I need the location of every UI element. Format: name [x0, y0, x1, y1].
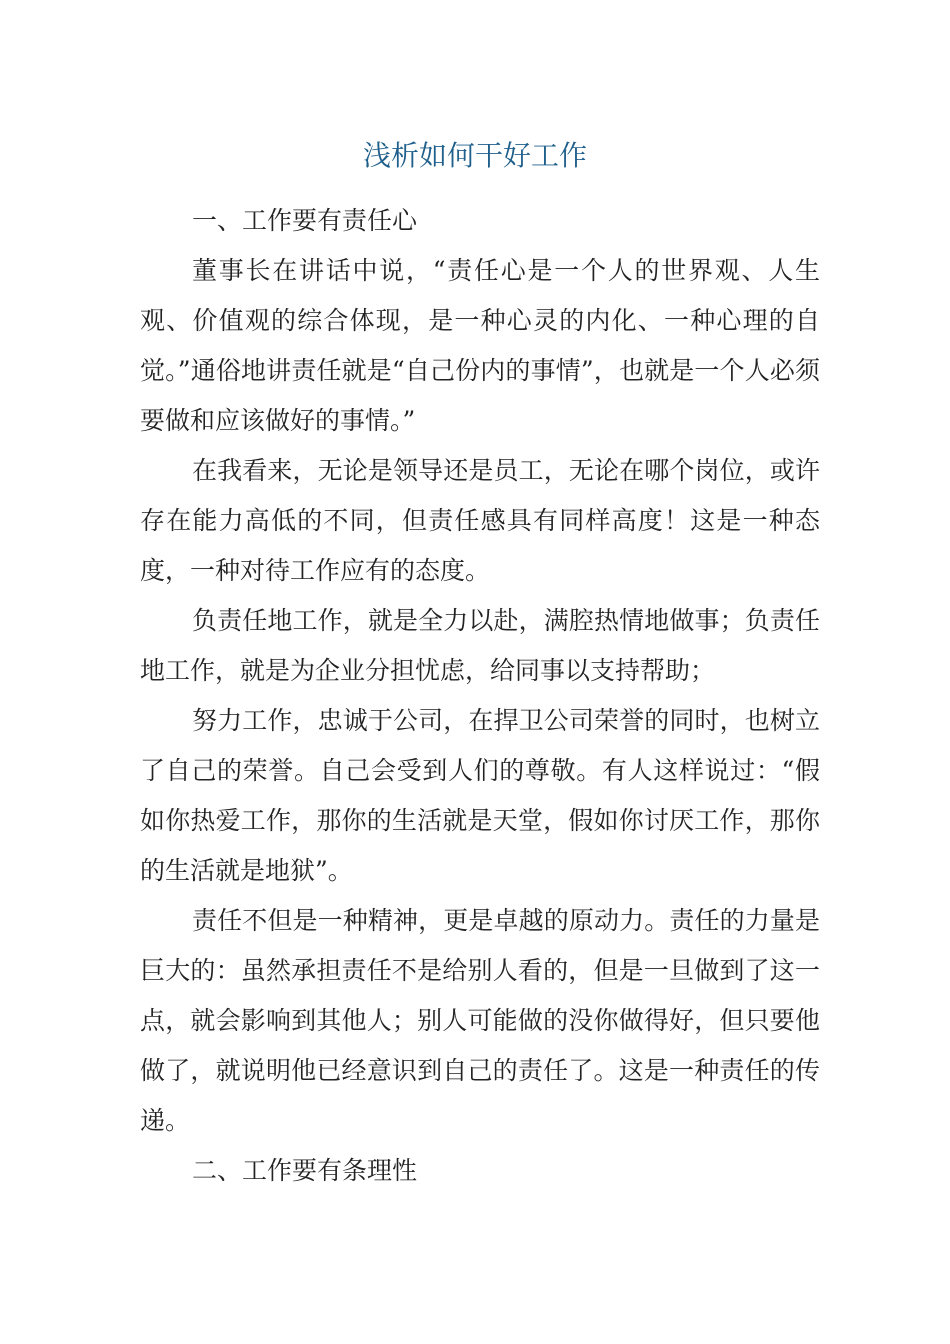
document-body: [140, 196, 820, 1196]
paragraph-5: 责任不但是一种精神，更是卓越的原动力。责任的力量是巨大的：虽然承担责任不是给别人看的，但是一旦做到了这一点，就会影响到其他人；别人可能做的没你做得好，但只要他做了，就说明他已经意识到自己的责任了。这是一种责任的传递。: [140, 906, 820, 1135]
paragraph-4: 努力工作，忠诚于公司，在捍卫公司荣誉的同时，也树立了自己的荣誉。自己会受到人们的尊敬。有人这样说过：“假如你热爱工作，那你的生活就是天堂，假如你讨厌工作，那你的生活就是地狱”。: [140, 706, 820, 885]
paragraph-1: 董事长在讲话中说，“责任心是一个人的世界观、人生观、价值观的综合体现，是一种心灵的内化、一种心理的自觉。”通俗地讲责任就是“自己份内的事情”，也就是一个人必须要做和应该做好的事情。”: [140, 256, 820, 435]
section-heading-1: 一、工作要有责任心: [192, 206, 418, 235]
paragraph-3: 负责任地工作，就是全力以赴，满腔热情地做事；负责任地工作，就是为企业分担忧虑，给同事以支持帮助；: [140, 606, 820, 685]
paragraph-2: 在我看来，无论是领导还是员工，无论在哪个岗位，或许存在能力高低的不同，但责任感具有同样高度！这是一种态度，一种对待工作应有的态度。: [140, 456, 820, 585]
document-title: 浅析如何干好工作: [362, 139, 587, 172]
section-heading-2: 二、工作要有条理性: [192, 1156, 418, 1185]
